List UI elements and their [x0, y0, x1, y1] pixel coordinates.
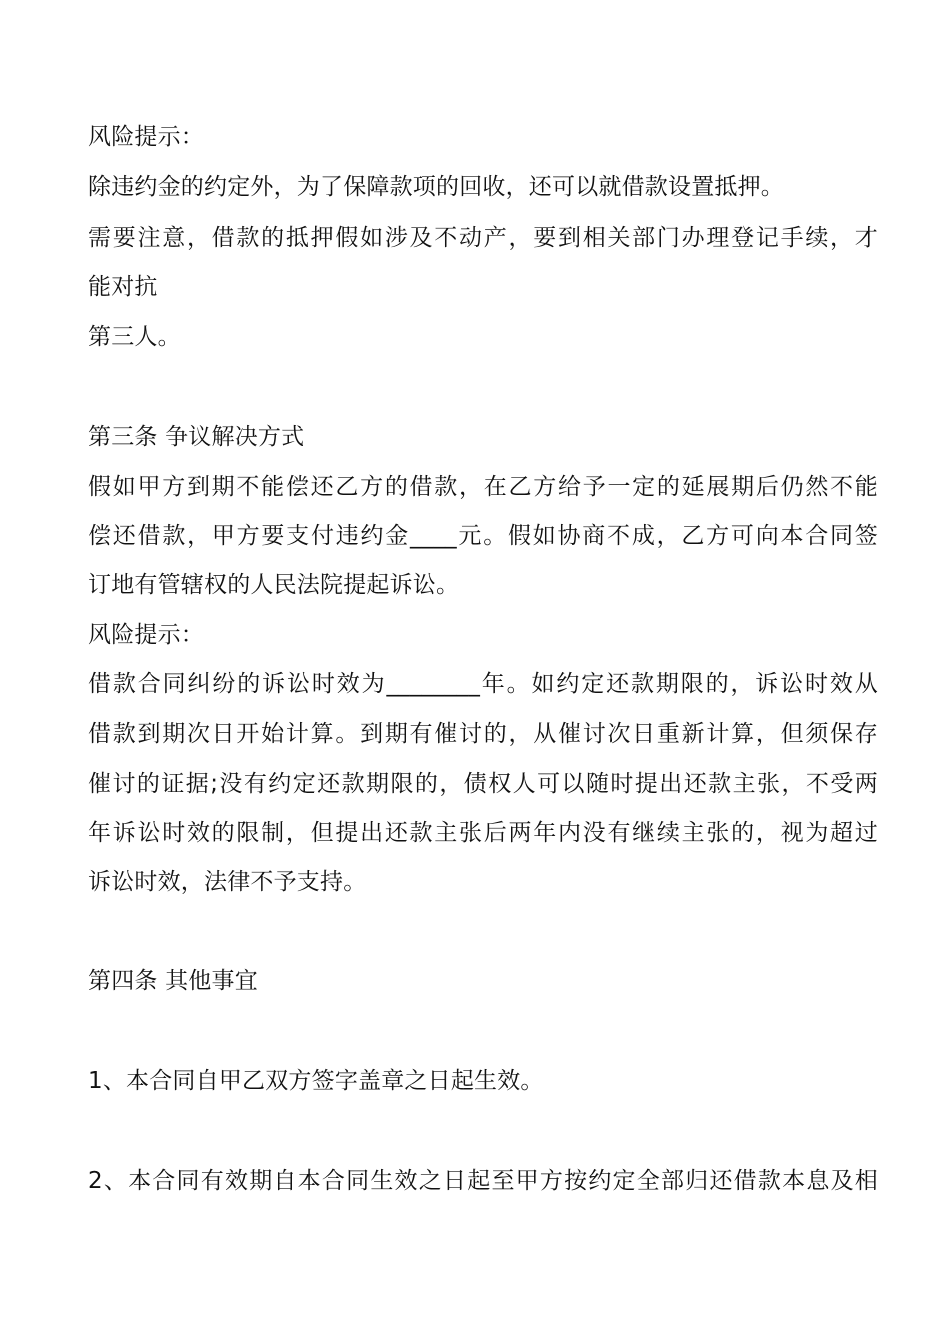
list-item: 1、本合同自甲乙双方签字盖章之日起生效。	[88, 1068, 544, 1094]
paragraph-line: 年诉讼时效的限制，但提出还款主张后两年内没有继续主张的，视为超过	[88, 820, 878, 846]
paragraph-line: 需要注意，借款的抵押假如涉及不动产，要到相关部门办理登记手续，才	[88, 225, 878, 251]
article-4-title: 第四条 其他事宜	[88, 968, 258, 994]
paragraph-line: 借款到期次日开始计算。到期有催讨的，从催讨次日重新计算，但须保存	[88, 721, 878, 747]
paragraph-line: 借款合同纠纷的诉讼时效为________年。如约定还款期限的，诉讼时效从	[88, 671, 878, 697]
article-3-title: 第三条 争议解决方式	[88, 424, 305, 450]
risk-tip-heading: 风险提示：	[88, 622, 204, 648]
paragraph-line: 第三人。	[88, 324, 181, 350]
paragraph-line: 诉讼时效，法律不予支持。	[88, 869, 367, 895]
paragraph-line: 订地有管辖权的人民法院提起诉讼。	[88, 572, 460, 598]
paragraph-line: 偿还借款，甲方要支付违约金____元。假如协商不成，乙方可向本合同签	[88, 523, 878, 549]
list-item: 2、本合同有效期自本合同生效之日起至甲方按约定全部归还借款本息及相	[88, 1168, 878, 1194]
paragraph-line: 除违约金的约定外，为了保障款项的回收，还可以就借款设置抵押。	[88, 174, 784, 200]
risk-tip-heading: 风险提示：	[88, 124, 204, 150]
paragraph-line: 能对抗	[88, 274, 158, 300]
paragraph-line: 假如甲方到期不能偿还乙方的借款，在乙方给予一定的延展期后仍然不能	[88, 474, 878, 500]
paragraph-line: 催讨的证据;没有约定还款期限的，债权人可以随时提出还款主张，不受两	[88, 771, 878, 797]
